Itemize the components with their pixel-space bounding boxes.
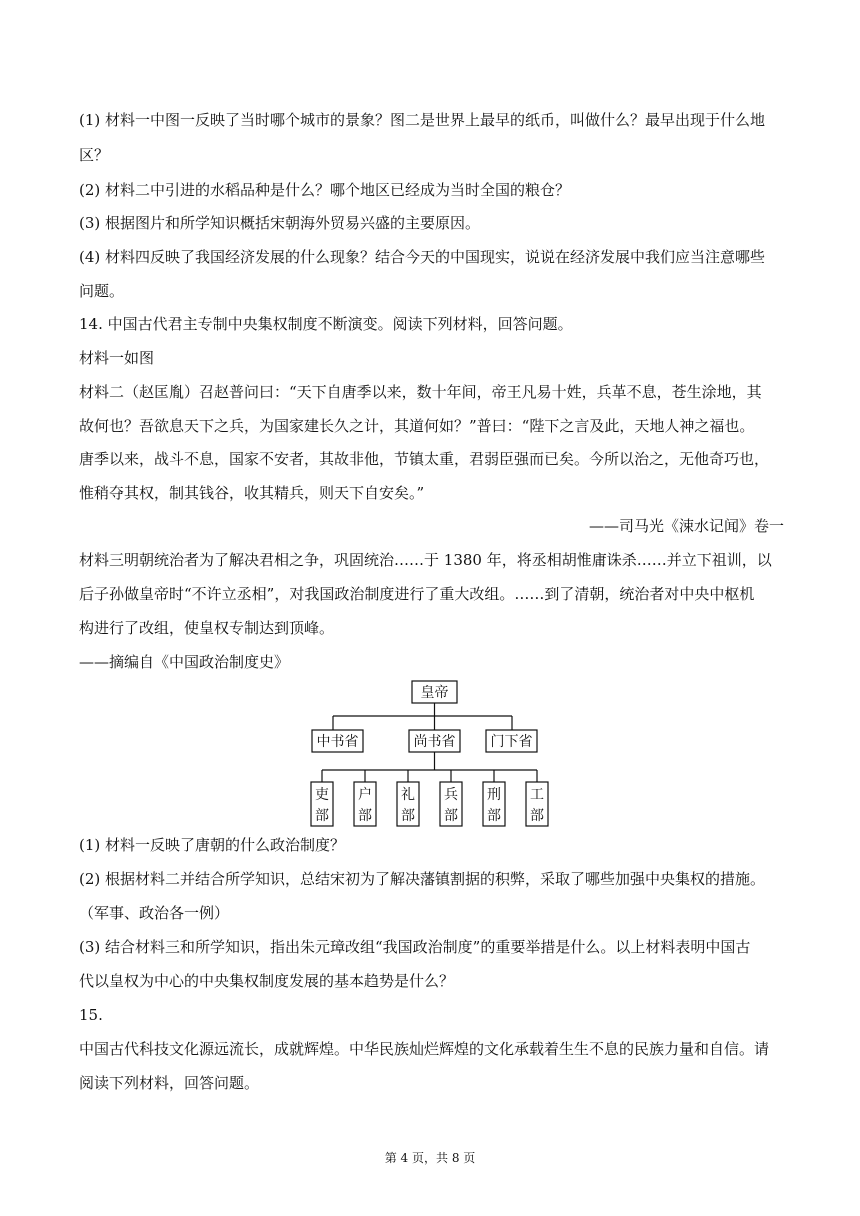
- dept-xing-char1: 刑: [487, 787, 501, 803]
- q14-material2-line3: 唐季以来，战斗不息，国家不安者，其故非他，节镇太重，君弱臣强而已矣。今所以治之，无他奇巧也，: [79, 450, 770, 468]
- q14-sub1: (1) 材料一反映了唐朝的什么政治制度？: [79, 836, 346, 854]
- q13-sub1-line2: 区？: [79, 146, 110, 164]
- q14-sub2-line2: （军事、政治各一例）: [79, 904, 230, 922]
- page-number: 第 4 页，共 8 页: [384, 1151, 476, 1165]
- q13-sub4-line1: (4) 材料四反映了我国经济发展的什么现象？结合今天的中国现实，说说在经济发展中我们应当注意哪些: [79, 248, 766, 266]
- dept-xing-char2: 部: [487, 808, 501, 824]
- dept-hu-char2: 部: [358, 808, 372, 824]
- q13-sub2: (2) 材料二中引进的水稻品种是什么？哪个地区已经成为当时全国的粮仓？: [79, 181, 571, 199]
- government-structure-diagram: [300, 678, 560, 830]
- q14-sub3-line2: 代以皇权为中心的中央集权制度发展的基本趋势是什么？: [79, 972, 455, 990]
- q14-material2-line4: 惟稍夺其权，制其钱谷，收其精兵，则天下自安矣。”: [79, 484, 425, 502]
- dept-li-char1: 吏: [315, 787, 329, 803]
- q13-sub1-line1: (1) 材料一中图一反映了当时哪个城市的景象？图二是世界上最早的纸币，叫做什么？最早出现于什么地: [79, 111, 766, 129]
- q15-text-line1: 中国古代科技文化源远流长，成就辉煌。中华民族灿烂辉煌的文化承载着生生不息的民族力量和自信。请: [79, 1040, 770, 1058]
- q14-material3-source: ——摘编自《中国政治制度史》: [79, 653, 290, 671]
- q14-material1: 材料一如图: [79, 349, 155, 367]
- q14-material3-line1: 材料三明朝统治者为了解决君相之争，巩固统治……于 1380 年，将丞相胡惟庸诛杀……并立下祖训，以: [79, 551, 772, 569]
- zhongshu-label: 中书省: [316, 734, 359, 750]
- q14-material2-line1: 材料二（赵匡胤）召赵普问曰：“天下自唐季以来，数十年间，帝王凡易十姓，兵革不息，苍生涂地，其: [79, 383, 762, 401]
- q14-material3-line3: 构进行了改组，使皇权专制达到顶峰。: [79, 619, 335, 637]
- dept-gong-char2: 部: [530, 808, 544, 824]
- q15-text-line2: 阅读下列材料，回答问题。: [79, 1074, 260, 1092]
- dept-li2-char2: 部: [401, 808, 415, 824]
- q13-sub4-line2: 问题。: [79, 282, 125, 300]
- q13-sub3: (3) 根据图片和所学知识概括宋朝海外贸易兴盛的主要原因。: [79, 214, 481, 232]
- emperor-label: 皇帝: [420, 685, 449, 701]
- dept-li-char2: 部: [315, 808, 329, 824]
- dept-gong-char1: 工: [530, 787, 544, 803]
- menxia-label: 门下省: [490, 734, 533, 750]
- dept-hu-char1: 户: [358, 787, 372, 803]
- q14-sub2-line1: (2) 根据材料二并结合所学知识，总结宋初为了解决藩镇割据的积弊，采取了哪些加强中央集权的措施。: [79, 870, 766, 888]
- q14-material2-line2: 故何也？吾欲息天下之兵，为国家建长久之计，其道何如？”普曰：“陛下之言及此，天地人神之福也。: [79, 417, 755, 435]
- q14-title: 14. 中国古代君主专制中央集权制度不断演变。阅读下列材料，回答问题。: [79, 315, 573, 333]
- shangshu-label: 尚书省: [413, 734, 456, 750]
- q14-material2-source: ——司马光《涑水记闻》卷一: [588, 517, 784, 535]
- q14-material3-line2: 后子孙做皇帝时“不许立丞相”，对我国政治制度进行了重大改组。……到了清朝，统治者对中央中枢机: [79, 585, 755, 603]
- dept-bing-char1: 兵: [444, 787, 458, 803]
- q14-sub3-line1: (3) 结合材料三和所学知识，指出朱元璋改组“我国政治制度”的重要举措是什么。以上材料表明中国古: [79, 938, 751, 956]
- dept-li2-char1: 礼: [401, 787, 415, 803]
- dept-bing-char2: 部: [444, 808, 458, 824]
- q15-number: 15.: [79, 1006, 103, 1024]
